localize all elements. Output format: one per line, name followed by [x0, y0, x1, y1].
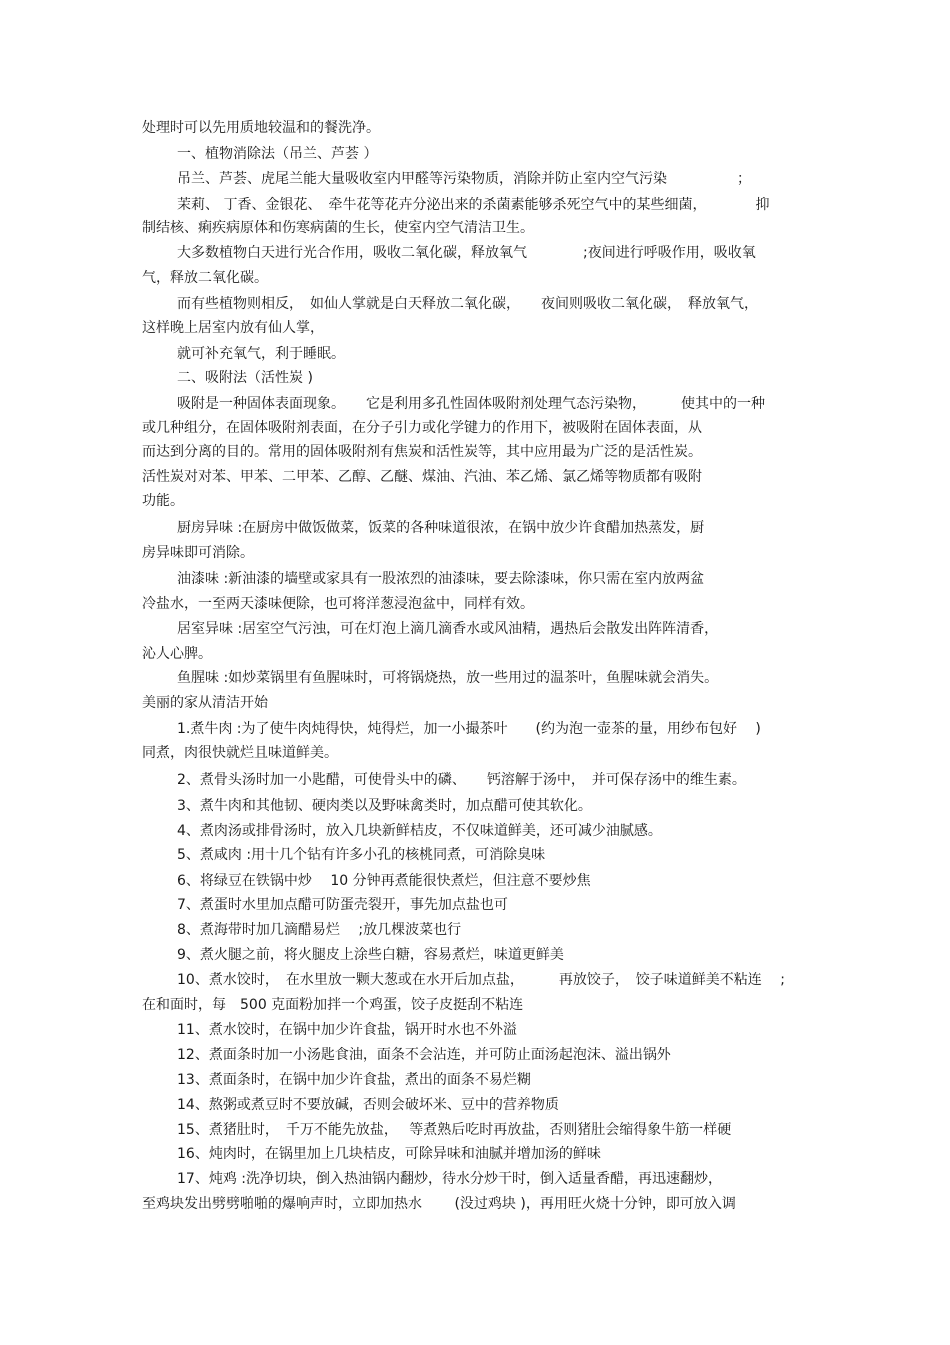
text-line: 同煮，肉很快就烂且味道鲜美。	[142, 745, 338, 761]
section-heading-adsorption: 二、吸附法（活性炭 )	[177, 370, 313, 386]
text-line: 鱼腥味 :如炒菜锅里有鱼腥味时，可将锅烧热，放一些用过的温茶叶，鱼腥味就会消失。	[177, 670, 719, 686]
list-item: 10、煮水饺时， 在水里放一颗大葱或在水开后加点盐， 再放饺子， 饺子味道鲜美不粘连 ;	[177, 972, 785, 988]
list-item: 2、煮骨头汤时加一小匙醋，可使骨头中的磷、 钙溶解于汤中， 并可保存汤中的维生素。	[177, 772, 746, 788]
text-line: 茉莉、 丁香、金银花、 牵牛花等花卉分泌出来的杀菌素能够杀死空气中的某些细菌， 抑	[177, 197, 770, 213]
text-line: 活性炭对对苯、甲苯、二甲苯、乙醇、乙醚、煤油、汽油、苯乙烯、氯乙烯等物质都有吸附	[142, 469, 702, 485]
list-item: 6、将绿豆在铁锅中炒 10 分钟再煮能很快煮烂，但注意不要炒焦	[177, 873, 591, 889]
text-line: 吊兰、芦荟、虎尾兰能大量吸收室内甲醛等污染物质，消除并防止室内空气污染 ；	[177, 171, 751, 187]
text-line: 居室异味 :居室空气污浊，可在灯泡上滴几滴香水或风油精，遇热后会散发出阵阵清香，	[177, 621, 719, 637]
text-line: 制结核、痢疾病原体和伤寒病菌的生长，使室内空气清洁卫生。	[142, 220, 534, 236]
text-line: 功能。	[142, 493, 184, 509]
text-line: 沁人心脾。	[142, 646, 212, 662]
list-item: 9、煮火腿之前，将火腿皮上涂些白糖，容易煮烂，味道更鲜美	[177, 947, 564, 963]
text-line: 吸附是一种固体表面现象。 它是利用多孔性固体吸附剂处理气态污染物， 使其中的一种	[177, 396, 765, 412]
list-item: 13、煮面条时，在锅中加少许食盐，煮出的面条不易烂糊	[177, 1072, 531, 1088]
text-line: 至鸡块发出劈劈啪啪的爆响声时，立即加热水 (没过鸡块 )，再用旺火烧十分钟，即可放入调	[142, 1196, 736, 1212]
text-line: 房异味即可消除。	[142, 545, 254, 561]
text-line: 而达到分离的目的。常用的固体吸附剂有焦炭和活性炭等，其中应用最为广泛的是活性炭。	[142, 444, 702, 460]
text-line: 大多数植物白天进行光合作用，吸收二氧化碳，释放氧气 ;夜间进行呼吸作用，吸收氧	[177, 245, 756, 261]
list-item: 8、煮海带时加几滴醋易烂 ;放几棵波菜也行	[177, 922, 462, 938]
list-item: 14、熬粥或煮豆时不要放碱，否则会破坏米、豆中的营养物质	[177, 1097, 559, 1113]
list-item: 3、煮牛肉和其他韧、硬肉类以及野味禽类时，加点醋可使其软化。	[177, 798, 592, 814]
list-item: 16、炖肉时，在锅里加上几块桔皮，可除异味和油腻并增加汤的鲜味	[177, 1146, 601, 1162]
section-heading-plants: 一、植物消除法（吊兰、芦荟 ）	[177, 146, 378, 162]
list-item: 7、煮蛋时水里加点醋可防蛋壳裂开，事先加点盐也可	[177, 897, 508, 913]
text-line: 或几种组分，在固体吸附剂表面，在分子引力或化学键力的作用下，被吸附在固体表面，从	[142, 420, 702, 436]
text-line: 在和面时，每 500 克面粉加拌一个鸡蛋，饺子皮挺刮不粘连	[142, 997, 524, 1013]
text-line: 冷盐水，一至两天漆味便除，也可将洋葱浸泡盆中，同样有效。	[142, 596, 534, 612]
list-item: 11、煮水饺时，在锅中加少许食盐，锅开时水也不外溢	[177, 1022, 517, 1038]
text-line: 气，释放二氧化碳。	[142, 270, 268, 286]
list-item: 17、炖鸡 :洗净切块，倒入热油锅内翻炒，待水分炒干时，倒入适量香醋，再迅速翻炒，	[177, 1171, 722, 1187]
text-line: 处理时可以先用质地较温和的餐洗净。	[142, 120, 380, 136]
text-line: 厨房异味 :在厨房中做饭做菜，饭菜的各种味道很浓，在锅中放少许食醋加热蒸发，厨	[177, 520, 705, 536]
text-line: 油漆味 :新油漆的墙壁或家具有一股浓烈的油漆味，要去除漆味，你只需在室内放两盆	[177, 571, 705, 587]
section-heading-cleaning: 美丽的家从清洁开始	[142, 695, 268, 711]
text-line: 就可补充氧气，利于睡眠。	[177, 346, 345, 362]
list-item: 12、煮面条时加一小汤匙食油，面条不会沾连，并可防止面汤起泡沫、溢出锅外	[177, 1047, 671, 1063]
list-item: 5、煮咸肉 :用十几个钻有许多小孔的核桃同煮，可消除臭味	[177, 847, 546, 863]
text-line: 而有些植物则相反， 如仙人掌就是白天释放二氧化碳， 夜间则吸收二氧化碳， 释放氧气，	[177, 296, 758, 312]
list-item: 15、煮猪肚时， 千万不能先放盐， 等煮熟后吃时再放盐，否则猪肚会缩得象牛筋一样硬	[177, 1122, 732, 1138]
text-line: 这样晚上居室内放有仙人掌，	[142, 320, 324, 336]
list-item: 1.煮牛肉 :为了使牛肉炖得快，炖得烂，加一小撮茶叶 (约为泡一壶茶的量，用纱布包好 )	[177, 721, 761, 737]
list-item: 4、煮肉汤或排骨汤时，放入几块新鲜桔皮，不仅味道鲜美，还可减少油腻感。	[177, 823, 662, 839]
